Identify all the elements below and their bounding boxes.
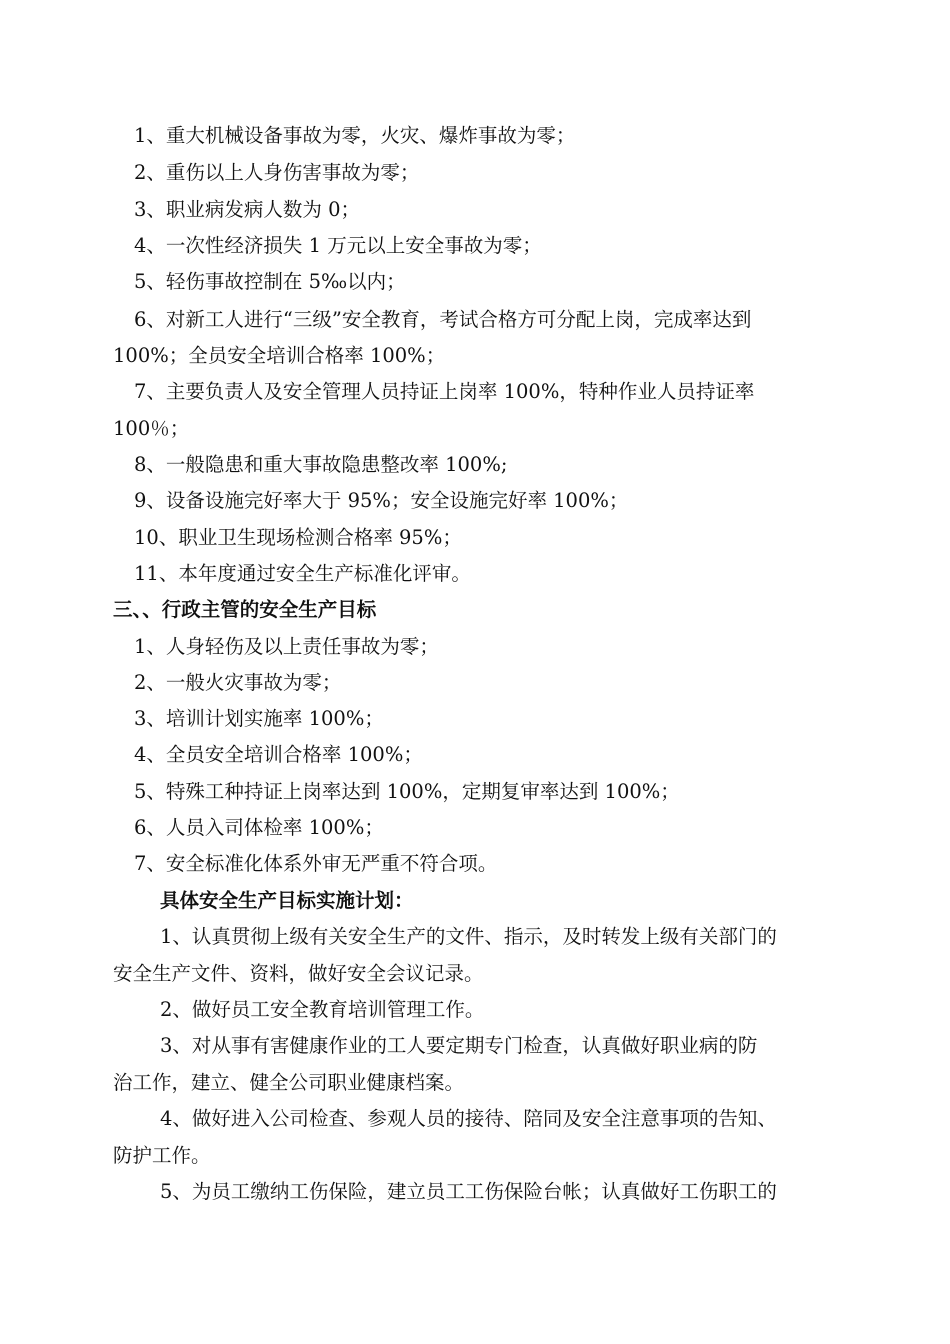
goal-line: 1、人身轻伤及以上责任事故为零；	[134, 635, 439, 658]
goal-line-continuation: 100%；全员安全培训合格率 100%；	[113, 344, 446, 367]
plan-line: 1、认真贯彻上级有关安全生产的文件、指示，及时转发上级有关部门的	[160, 925, 777, 948]
goal-line-continuation: 100％；	[113, 417, 190, 440]
goal-line: 9、设备设施完好率大于 95%；安全设施完好率 100%；	[134, 489, 629, 512]
plan-line: 4、做好进入公司检查、参观人员的接待、陪同及安全注意事项的告知、	[160, 1107, 777, 1130]
goal-line: 3、培训计划实施率 100%；	[134, 707, 384, 730]
goal-line: 5、特殊工种持证上岗率达到 100%，定期复审率达到 100%；	[134, 780, 680, 803]
goal-line: 1、重大机械设备事故为零，火灾、爆炸事故为零；	[134, 124, 576, 147]
plan-line: 2、做好员工安全教育培训管理工作。	[160, 998, 485, 1021]
goal-line: 6、对新工人进行“三级”安全教育，考试合格方可分配上岗，完成率达到	[134, 308, 752, 331]
goal-line: 2、一般火灾事故为零；	[134, 671, 342, 694]
plan-line-continuation: 防护工作。	[113, 1144, 211, 1167]
section-heading: 三、、行政主管的安全生产目标	[113, 598, 377, 621]
plan-line: 5、为员工缴纳工伤保险，建立员工工伤保险台帐；认真做好工伤职工的	[160, 1180, 777, 1203]
goal-line: 6、人员入司体检率 100%；	[134, 816, 384, 839]
goal-line: 7、主要负责人及安全管理人员持证上岗率 100%，特种作业人员持证率	[134, 380, 755, 403]
goal-line: 4、全员安全培训合格率 100%；	[134, 743, 423, 766]
plan-line: 3、对从事有害健康作业的工人要定期专门检查，认真做好职业病的防	[160, 1034, 758, 1057]
plan-line-continuation: 治工作，建立、健全公司职业健康档案。	[113, 1071, 465, 1094]
plan-line-continuation: 安全生产文件、资料，做好安全会议记录。	[113, 962, 484, 985]
goal-line: 10、职业卫生现场检测合格率 95%；	[134, 526, 462, 549]
goal-line: 5、轻伤事故控制在 5‰以内；	[134, 270, 406, 293]
goal-line: 7、安全标准化体系外审无严重不符合项。	[134, 852, 498, 875]
goal-line: 11、本年度通过安全生产标准化评审。	[134, 562, 471, 585]
goal-line: 4、一次性经济损失 1 万元以上安全事故为零；	[134, 234, 542, 257]
plan-heading: 具体安全生产目标实施计划：	[160, 889, 414, 912]
goal-line: 8、一般隐患和重大事故隐患整改率 100%;	[134, 453, 508, 476]
goal-line: 3、职业病发病人数为 0；	[134, 198, 361, 221]
goal-line: 2、重伤以上人身伤害事故为零；	[134, 161, 420, 184]
